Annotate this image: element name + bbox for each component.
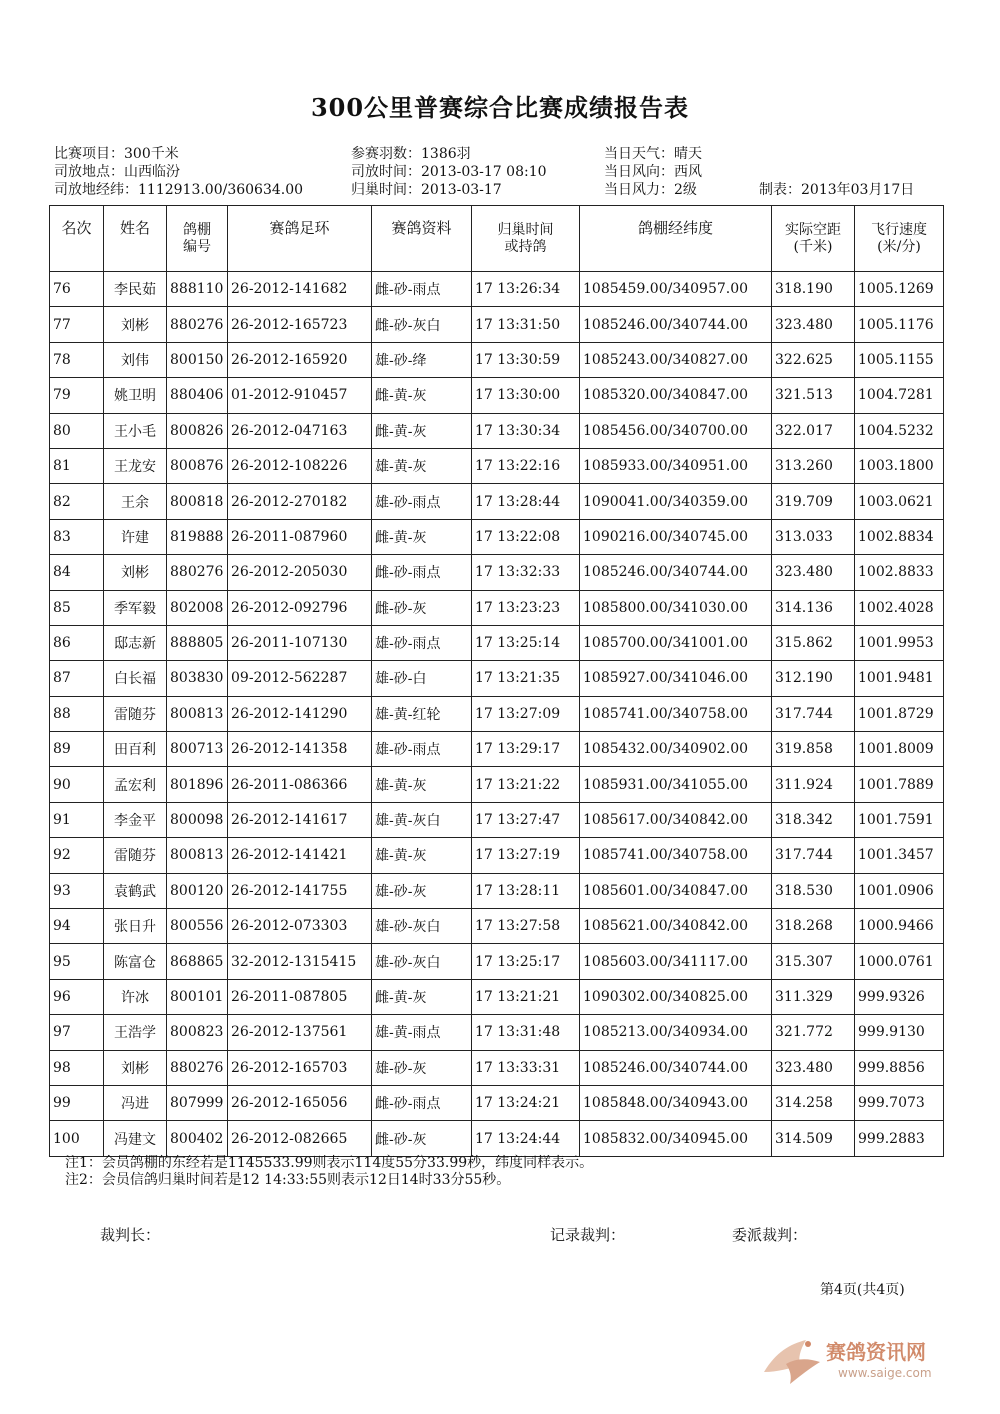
table-row: [50, 590, 944, 625]
distance-km: 318.190: [772, 272, 855, 307]
loft-number: 802008: [167, 590, 228, 625]
table-row: [50, 413, 944, 448]
table-row: [50, 767, 944, 802]
table-row: [50, 802, 944, 837]
header-loft-line1: 鸽棚: [183, 221, 211, 238]
bird-details: 雌-砂-灰: [372, 590, 472, 625]
distance-km: 318.268: [772, 909, 855, 944]
bird-details: 雄-黄-红轮: [372, 696, 472, 731]
speed-mpm: 1004.5232: [855, 413, 944, 448]
distance-km: 319.709: [772, 484, 855, 519]
header-speed-line1: 飞行速度: [871, 221, 927, 238]
loft-coordinates: 1085832.00/340945.00: [580, 1121, 772, 1156]
bird-details: 雄-砂-雨点: [372, 732, 472, 767]
speed-mpm: 1001.8729: [855, 696, 944, 731]
loft-number: 800826: [167, 413, 228, 448]
speed-mpm: 999.9326: [855, 979, 944, 1014]
table-row: [50, 342, 944, 377]
loft-number: 800098: [167, 802, 228, 837]
bird-details: 雌-砂-雨点: [372, 272, 472, 307]
bird-details: 雄-砂-灰白: [372, 944, 472, 979]
header-time-line2: 或持鸽: [504, 238, 547, 255]
speed-mpm: 1001.9481: [855, 661, 944, 696]
ring-number: 26-2012-073303: [228, 909, 372, 944]
table-row: [50, 519, 944, 554]
loft-coordinates: 1085931.00/341055.00: [580, 767, 772, 802]
loft-coordinates: 1090216.00/340745.00: [580, 519, 772, 554]
ring-number: 26-2012-141421: [228, 838, 372, 873]
rank-cell: 86: [50, 625, 104, 660]
ring-number: 26-2011-107130: [228, 625, 372, 660]
arrival-time: 17 13:27:19: [472, 838, 580, 873]
bird-details: 雌-黄-灰: [372, 413, 472, 448]
info-row-2: [54, 163, 954, 181]
header-distance-line1: 实际空距: [785, 221, 841, 238]
arrival-time: 17 13:22:16: [472, 448, 580, 483]
rank-cell: 97: [50, 1015, 104, 1050]
table-row: [50, 1121, 944, 1156]
speed-mpm: 1001.9953: [855, 625, 944, 660]
tabulated-date: 制表：2013年03月17日: [759, 182, 915, 198]
arrival-time: 17 13:21:35: [472, 661, 580, 696]
bird-details: 雌-砂-雨点: [372, 555, 472, 590]
header-loft-line2: 编号: [183, 238, 211, 255]
distance-km: 311.924: [772, 767, 855, 802]
arrival-time: 17 13:32:33: [472, 555, 580, 590]
ring-number: 26-2012-047163: [228, 413, 372, 448]
bird-details: 雌-砂-灰: [372, 1121, 472, 1156]
note-2: 注2：会员信鸽归巢时间若是12 14:33:55则表示12日14时33分55秒。: [65, 1172, 511, 1188]
loft-number: 800101: [167, 979, 228, 1014]
bird-details: 雌-黄-灰: [372, 519, 472, 554]
ring-number: 26-2012-165056: [228, 1085, 372, 1120]
loft-coordinates: 1090041.00/340359.00: [580, 484, 772, 519]
distance-km: 313.033: [772, 519, 855, 554]
loft-coordinates: 1085621.00/340842.00: [580, 909, 772, 944]
release-location: 司放地点：山西临汾: [54, 164, 180, 180]
pigeon-icon: [756, 1322, 828, 1394]
pigeon-owner-name: 雷随芬: [104, 838, 167, 873]
pigeon-owner-name: 刘彬: [104, 555, 167, 590]
loft-coordinates: 1085933.00/340951.00: [580, 448, 772, 483]
arrival-time: 17 13:33:31: [472, 1050, 580, 1085]
loft-number: 819888: [167, 519, 228, 554]
distance-km: 314.258: [772, 1085, 855, 1120]
distance-km: 323.480: [772, 307, 855, 342]
pigeon-owner-name: 邸志新: [104, 625, 167, 660]
weather: 当日天气：晴天: [604, 146, 702, 162]
arrival-time: 17 13:30:59: [472, 342, 580, 377]
speed-mpm: 1004.7281: [855, 378, 944, 413]
return-date: 归巢时间：2013-03-17: [351, 182, 502, 198]
ring-number: 26-2012-141682: [228, 272, 372, 307]
ring-number: 26-2012-141617: [228, 802, 372, 837]
pigeon-owner-name: 姚卫明: [104, 378, 167, 413]
speed-mpm: 1002.8833: [855, 555, 944, 590]
appointed-referee-label: 委派裁判：: [732, 1226, 808, 1244]
pigeon-owner-name: 刘伟: [104, 342, 167, 377]
speed-mpm: 1002.4028: [855, 590, 944, 625]
arrival-time: 17 13:26:34: [472, 272, 580, 307]
distance-km: 312.190: [772, 661, 855, 696]
pigeon-owner-name: 冯建文: [104, 1121, 167, 1156]
race-item: 比赛项目：300千米: [54, 146, 179, 162]
results-body: [50, 272, 944, 1157]
pigeon-owner-name: 张日升: [104, 909, 167, 944]
ring-number: 26-2011-087805: [228, 979, 372, 1014]
loft-coordinates: 1085617.00/340842.00: [580, 802, 772, 837]
bird-details: 雄-砂-白: [372, 661, 472, 696]
header-row: [50, 206, 944, 272]
speed-mpm: 1001.3457: [855, 838, 944, 873]
rank-cell: 81: [50, 448, 104, 483]
rank-cell: 96: [50, 979, 104, 1014]
distance-km: 317.744: [772, 838, 855, 873]
release-time: 司放时间：2013-03-17 08:10: [351, 164, 547, 180]
distance-km: 315.862: [772, 625, 855, 660]
loft-number: 880276: [167, 555, 228, 590]
loft-coordinates: 1085246.00/340744.00: [580, 1050, 772, 1085]
loft-number: 800120: [167, 873, 228, 908]
loft-number: 800813: [167, 696, 228, 731]
table-row: [50, 944, 944, 979]
pigeon-owner-name: 季军毅: [104, 590, 167, 625]
rank-cell: 79: [50, 378, 104, 413]
arrival-time: 17 13:25:14: [472, 625, 580, 660]
rank-cell: 77: [50, 307, 104, 342]
speed-mpm: 1005.1155: [855, 342, 944, 377]
loft-number: 888110: [167, 272, 228, 307]
watermark-url: www.saige.com: [838, 1366, 932, 1380]
speed-mpm: 999.2883: [855, 1121, 944, 1156]
loft-coordinates: 1085848.00/340943.00: [580, 1085, 772, 1120]
bird-details: 雄-砂-灰白: [372, 909, 472, 944]
arrival-time: 17 13:28:11: [472, 873, 580, 908]
ring-number: 26-2012-082665: [228, 1121, 372, 1156]
pigeon-owner-name: 李金平: [104, 802, 167, 837]
header-time-line1: 归巢时间: [497, 221, 554, 238]
ring-number: 26-2012-270182: [228, 484, 372, 519]
pigeon-owner-name: 冯进: [104, 1085, 167, 1120]
arrival-time: 17 13:21:21: [472, 979, 580, 1014]
pigeon-owner-name: 王浩学: [104, 1015, 167, 1050]
table-row: [50, 307, 944, 342]
header-name: 姓名: [104, 206, 167, 272]
pigeon-owner-name: 许建: [104, 519, 167, 554]
distance-km: 323.480: [772, 1050, 855, 1085]
wind-force: 当日风力：2级: [604, 182, 697, 198]
arrival-time: 17 13:27:47: [472, 802, 580, 837]
arrival-time: 17 13:29:17: [472, 732, 580, 767]
distance-km: 317.744: [772, 696, 855, 731]
rank-cell: 76: [50, 272, 104, 307]
speed-mpm: 1000.9466: [855, 909, 944, 944]
distance-km: 319.858: [772, 732, 855, 767]
arrival-time: 17 13:24:21: [472, 1085, 580, 1120]
speed-mpm: 1003.1800: [855, 448, 944, 483]
speed-mpm: 1001.0906: [855, 873, 944, 908]
loft-number: 807999: [167, 1085, 228, 1120]
recorder-referee-label: 记录裁判：: [550, 1226, 626, 1244]
rank-cell: 91: [50, 802, 104, 837]
ring-number: 01-2012-910457: [228, 378, 372, 413]
note-1: 注1：会员鸽棚的东经若是1145533.99则表示114度55分33.99秒，纬度同样表示。: [65, 1155, 594, 1171]
header-coord: 鸽棚经纬度: [580, 206, 772, 272]
bird-details: 雄-黄-灰: [372, 838, 472, 873]
rank-cell: 95: [50, 944, 104, 979]
table-row: [50, 484, 944, 519]
table-row: [50, 909, 944, 944]
pigeon-owner-name: 袁鹤武: [104, 873, 167, 908]
distance-km: 323.480: [772, 555, 855, 590]
header-ring: 赛鸽足环: [228, 206, 372, 272]
loft-number: 880276: [167, 307, 228, 342]
ring-number: 26-2012-205030: [228, 555, 372, 590]
bird-details: 雄-砂-雨点: [372, 484, 472, 519]
header-time: [472, 206, 580, 272]
pigeon-owner-name: 孟宏利: [104, 767, 167, 802]
distance-km: 318.530: [772, 873, 855, 908]
bird-details: 雄-砂-绛: [372, 342, 472, 377]
pigeon-owner-name: 田百利: [104, 732, 167, 767]
bird-details: 雄-砂-雨点: [372, 625, 472, 660]
header-rank: 名次: [50, 206, 104, 272]
arrival-time: 17 13:25:17: [472, 944, 580, 979]
ring-number: 26-2012-165723: [228, 307, 372, 342]
table-row: [50, 1050, 944, 1085]
loft-coordinates: 1085246.00/340744.00: [580, 555, 772, 590]
arrival-time: 17 13:27:09: [472, 696, 580, 731]
arrival-time: 17 13:30:00: [472, 378, 580, 413]
table-row: [50, 696, 944, 731]
speed-mpm: 1000.0761: [855, 944, 944, 979]
distance-km: 322.017: [772, 413, 855, 448]
speed-mpm: 999.8856: [855, 1050, 944, 1085]
speed-mpm: 1001.7889: [855, 767, 944, 802]
loft-number: 868865: [167, 944, 228, 979]
loft-number: 880276: [167, 1050, 228, 1085]
distance-km: 314.509: [772, 1121, 855, 1156]
bird-details: 雌-砂-灰白: [372, 307, 472, 342]
distance-km: 311.329: [772, 979, 855, 1014]
loft-coordinates: 1085741.00/340758.00: [580, 838, 772, 873]
wind-direction: 当日风向：西风: [604, 164, 702, 180]
loft-coordinates: 1085456.00/340700.00: [580, 413, 772, 448]
header-bird: 赛鸽资料: [372, 206, 472, 272]
bird-details: 雄-黄-灰: [372, 448, 472, 483]
arrival-time: 17 13:31:50: [472, 307, 580, 342]
rank-cell: 85: [50, 590, 104, 625]
loft-number: 800876: [167, 448, 228, 483]
arrival-time: 17 13:22:08: [472, 519, 580, 554]
distance-km: 322.625: [772, 342, 855, 377]
arrival-time: 17 13:23:23: [472, 590, 580, 625]
table-row: [50, 625, 944, 660]
bird-details: 雄-黄-灰白: [372, 802, 472, 837]
race-info: [54, 145, 954, 199]
loft-number: 803830: [167, 661, 228, 696]
table-row: [50, 661, 944, 696]
speed-mpm: 1005.1176: [855, 307, 944, 342]
rank-cell: 93: [50, 873, 104, 908]
report-title: 300公里普赛综合比赛成绩报告表: [310, 93, 690, 122]
results-table: [49, 205, 944, 1157]
loft-number: 800813: [167, 838, 228, 873]
loft-number: 800713: [167, 732, 228, 767]
ring-number: 26-2012-092796: [228, 590, 372, 625]
loft-coordinates: 1085603.00/341117.00: [580, 944, 772, 979]
table-row: [50, 732, 944, 767]
speed-mpm: 1001.8009: [855, 732, 944, 767]
rank-cell: 99: [50, 1085, 104, 1120]
ring-number: 26-2012-141290: [228, 696, 372, 731]
loft-coordinates: 1085700.00/341001.00: [580, 625, 772, 660]
loft-coordinates: 1085432.00/340902.00: [580, 732, 772, 767]
chief-referee-label: 裁判长：: [100, 1226, 161, 1244]
ring-number: 09-2012-562287: [228, 661, 372, 696]
loft-number: 800818: [167, 484, 228, 519]
loft-number: 800150: [167, 342, 228, 377]
rank-cell: 78: [50, 342, 104, 377]
entry-count: 参赛羽数：1386羽: [351, 146, 471, 162]
page-number: 第4页(共4页): [820, 1282, 905, 1298]
arrival-time: 17 13:24:44: [472, 1121, 580, 1156]
info-row-1: [54, 145, 954, 163]
rank-cell: 88: [50, 696, 104, 731]
pigeon-owner-name: 王余: [104, 484, 167, 519]
table-row: [50, 448, 944, 483]
loft-coordinates: 1085601.00/340847.00: [580, 873, 772, 908]
pigeon-owner-name: 刘彬: [104, 307, 167, 342]
bird-details: 雄-砂-灰: [372, 873, 472, 908]
speed-mpm: 1001.7591: [855, 802, 944, 837]
speed-mpm: 1005.1269: [855, 272, 944, 307]
ring-number: 26-2011-087960: [228, 519, 372, 554]
arrival-time: 17 13:21:22: [472, 767, 580, 802]
ring-number: 26-2012-108226: [228, 448, 372, 483]
loft-number: 800823: [167, 1015, 228, 1050]
table-row: [50, 1085, 944, 1120]
loft-coordinates: 1085213.00/340934.00: [580, 1015, 772, 1050]
ring-number: 26-2012-165920: [228, 342, 372, 377]
watermark-brand: 赛鸽资讯网: [826, 1340, 926, 1364]
pigeon-owner-name: 陈富仓: [104, 944, 167, 979]
loft-coordinates: 1085741.00/340758.00: [580, 696, 772, 731]
distance-km: 314.136: [772, 590, 855, 625]
header-distance-line2: (千米): [793, 238, 833, 255]
loft-coordinates: 1085246.00/340744.00: [580, 307, 772, 342]
loft-number: 801896: [167, 767, 228, 802]
arrival-time: 17 13:27:58: [472, 909, 580, 944]
rank-cell: 89: [50, 732, 104, 767]
rank-cell: 98: [50, 1050, 104, 1085]
distance-km: 318.342: [772, 802, 855, 837]
table-row: [50, 838, 944, 873]
bird-details: 雌-黄-灰: [372, 378, 472, 413]
rank-cell: 82: [50, 484, 104, 519]
rank-cell: 100: [50, 1121, 104, 1156]
header-speed: [855, 206, 944, 272]
loft-number: 800402: [167, 1121, 228, 1156]
pigeon-owner-name: 白长福: [104, 661, 167, 696]
table-row: [50, 272, 944, 307]
table-row: [50, 555, 944, 590]
arrival-time: 17 13:31:48: [472, 1015, 580, 1050]
pigeon-owner-name: 刘彬: [104, 1050, 167, 1085]
loft-number: 888805: [167, 625, 228, 660]
rank-cell: 80: [50, 413, 104, 448]
watermark-logo: [756, 1322, 966, 1397]
speed-mpm: 1002.8834: [855, 519, 944, 554]
rank-cell: 83: [50, 519, 104, 554]
speed-mpm: 999.9130: [855, 1015, 944, 1050]
table-row: [50, 873, 944, 908]
ring-number: 26-2011-086366: [228, 767, 372, 802]
table-row: [50, 1015, 944, 1050]
speed-mpm: 1003.0621: [855, 484, 944, 519]
distance-km: 315.307: [772, 944, 855, 979]
rank-cell: 90: [50, 767, 104, 802]
header-distance: [772, 206, 855, 272]
rank-cell: 92: [50, 838, 104, 873]
pigeon-owner-name: 许冰: [104, 979, 167, 1014]
loft-number: 800556: [167, 909, 228, 944]
ring-number: 26-2012-141755: [228, 873, 372, 908]
arrival-time: 17 13:28:44: [472, 484, 580, 519]
pigeon-owner-name: 王龙安: [104, 448, 167, 483]
bird-details: 雌-黄-灰: [372, 979, 472, 1014]
release-coordinates: 司放地经纬：1112913.00/360634.00: [54, 182, 304, 198]
header-speed-line2: (米/分): [877, 238, 921, 255]
table-row: [50, 979, 944, 1014]
arrival-time: 17 13:30:34: [472, 413, 580, 448]
info-row-3: [54, 181, 954, 199]
loft-coordinates: 1090302.00/340825.00: [580, 979, 772, 1014]
table-row: [50, 378, 944, 413]
rank-cell: 94: [50, 909, 104, 944]
bird-details: 雄-黄-灰: [372, 767, 472, 802]
loft-coordinates: 1085800.00/341030.00: [580, 590, 772, 625]
bird-details: 雄-黄-雨点: [372, 1015, 472, 1050]
bird-details: 雌-砂-雨点: [372, 1085, 472, 1120]
ring-number: 26-2012-165703: [228, 1050, 372, 1085]
distance-km: 321.772: [772, 1015, 855, 1050]
ring-number: 32-2012-1315415: [228, 944, 372, 979]
pigeon-owner-name: 李民茹: [104, 272, 167, 307]
loft-coordinates: 1085320.00/340847.00: [580, 378, 772, 413]
rank-cell: 84: [50, 555, 104, 590]
speed-mpm: 999.7073: [855, 1085, 944, 1120]
pigeon-owner-name: 王小毛: [104, 413, 167, 448]
notes: [65, 1155, 593, 1189]
distance-km: 321.513: [772, 378, 855, 413]
distance-km: 313.260: [772, 448, 855, 483]
ring-number: 26-2012-141358: [228, 732, 372, 767]
loft-coordinates: 1085243.00/340827.00: [580, 342, 772, 377]
ring-number: 26-2012-137561: [228, 1015, 372, 1050]
loft-coordinates: 1085459.00/340957.00: [580, 272, 772, 307]
rank-cell: 87: [50, 661, 104, 696]
pigeon-owner-name: 雷随芬: [104, 696, 167, 731]
loft-coordinates: 1085927.00/341046.00: [580, 661, 772, 696]
header-loft: [167, 206, 228, 272]
bird-details: 雄-砂-灰: [372, 1050, 472, 1085]
loft-number: 880406: [167, 378, 228, 413]
